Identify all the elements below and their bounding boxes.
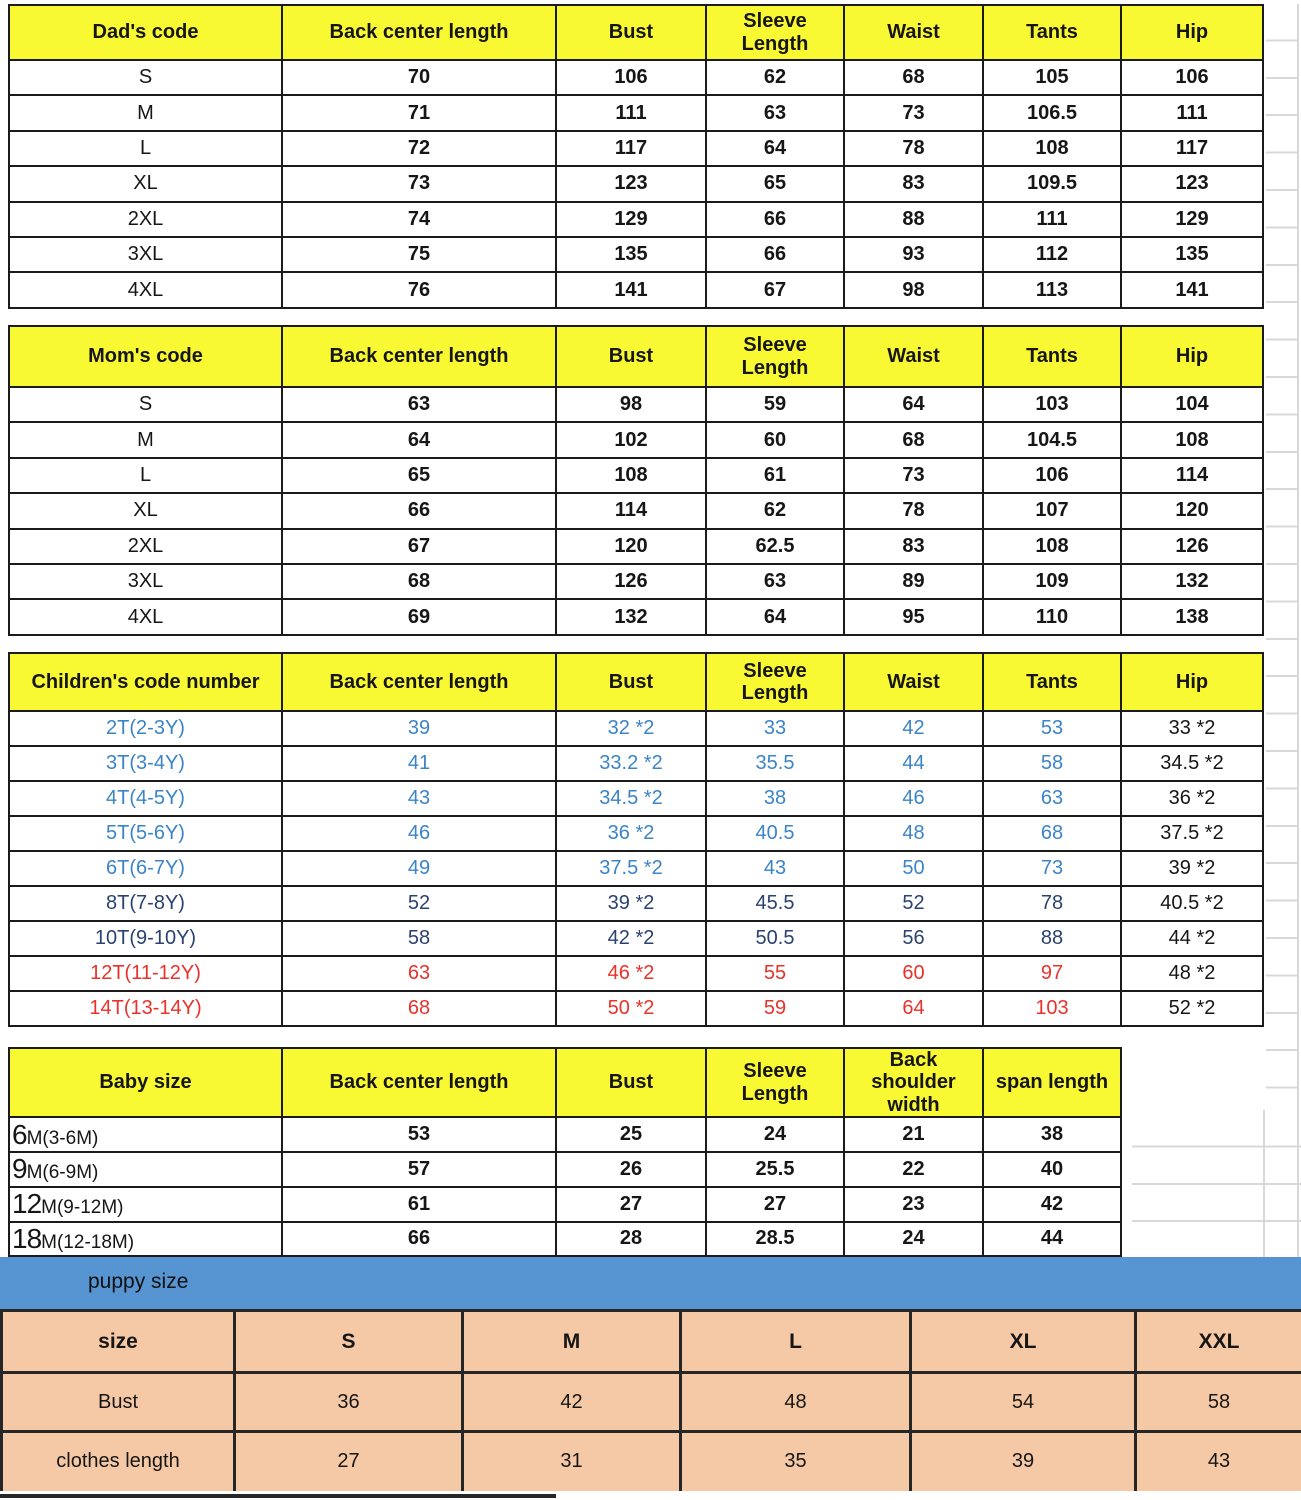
cell: 10T(9-10Y) (9, 921, 282, 956)
cell: 53 (282, 1117, 556, 1152)
table-row (9, 387, 1263, 422)
table-row (2, 1432, 1301, 1491)
baby-size-number: 18 (12, 1222, 42, 1254)
column-header: Bust (556, 326, 706, 387)
cell: 42 (983, 1187, 1121, 1222)
cell: 135 (1121, 237, 1263, 272)
moms-size-table (8, 325, 1264, 636)
column-header: Hip (1121, 653, 1263, 711)
table-row (9, 851, 1263, 886)
cell: 56 (844, 921, 983, 956)
cell: 64 (844, 991, 983, 1026)
cell: 66 (282, 1222, 556, 1257)
cell: 52 (844, 886, 983, 921)
table-row (9, 921, 1263, 956)
childrens-size-table (8, 652, 1264, 1027)
table-row (9, 95, 1263, 130)
cell: 48 (681, 1373, 911, 1432)
cell: 23 (844, 1187, 983, 1222)
column-header: Hip (1121, 5, 1263, 60)
column-header: Hip (1121, 326, 1263, 387)
cell: 58 (983, 746, 1121, 781)
cell: 40.5 (706, 816, 844, 851)
column-header: Mom's code (9, 326, 282, 387)
cell: 37.5 *2 (556, 851, 706, 886)
cell: 106 (983, 458, 1121, 493)
cell: 65 (706, 166, 844, 201)
baby-size-table (8, 1047, 1122, 1257)
cell: 98 (556, 387, 706, 422)
cell: 44 (844, 746, 983, 781)
cell: 22 (844, 1152, 983, 1187)
cell: 64 (706, 131, 844, 166)
cell: 46 (844, 781, 983, 816)
dads-size-table (8, 4, 1264, 309)
cell: 27 (556, 1187, 706, 1222)
cell: 73 (844, 95, 983, 130)
cell: 18M(12-18M) (9, 1222, 282, 1257)
table-row (9, 781, 1263, 816)
cell: 111 (556, 95, 706, 130)
column-header: S (235, 1311, 463, 1373)
cell: 62.5 (706, 529, 844, 564)
cell: 3XL (9, 564, 282, 599)
column-header: Waist (844, 326, 983, 387)
cell: 129 (1121, 202, 1263, 237)
column-header: Back center length (282, 1048, 556, 1117)
column-header: Bust (556, 5, 706, 60)
cell: M (9, 422, 282, 457)
cell: 6T(6-7Y) (9, 851, 282, 886)
cell: 114 (556, 493, 706, 528)
cell: 138 (1121, 599, 1263, 634)
table-row (9, 816, 1263, 851)
cell: 123 (556, 166, 706, 201)
table-row (9, 1187, 1121, 1222)
cell: 6M(3-6M) (9, 1117, 282, 1152)
cell: 132 (556, 599, 706, 634)
column-header: Sleeve Length (706, 653, 844, 711)
cell: 68 (282, 991, 556, 1026)
cell: 58 (282, 921, 556, 956)
baby-size-number: 12 (12, 1188, 42, 1220)
header-row (2, 1311, 1301, 1373)
cell: 59 (706, 991, 844, 1026)
cell: 33 (706, 711, 844, 746)
cell: 67 (706, 272, 844, 307)
column-header: Sleeve Length (706, 1048, 844, 1117)
cell: 39 (282, 711, 556, 746)
cell: 42 (844, 711, 983, 746)
cell: 8T(7-8Y) (9, 886, 282, 921)
cell: 36 (235, 1373, 463, 1432)
cell: 36 *2 (1121, 781, 1263, 816)
cell: 78 (844, 493, 983, 528)
table-row (9, 564, 1263, 599)
table-row (9, 956, 1263, 991)
cell: 129 (556, 202, 706, 237)
column-header: Dad's code (9, 5, 282, 60)
cell: 95 (844, 599, 983, 634)
header-row (9, 326, 1263, 387)
column-header: Tants (983, 653, 1121, 711)
cell: 135 (556, 237, 706, 272)
cell: 9M(6-9M) (9, 1152, 282, 1187)
table-row (9, 599, 1263, 634)
column-header: Back center length (282, 653, 556, 711)
cell: 41 (282, 746, 556, 781)
cell: 55 (706, 956, 844, 991)
column-header: Children's code number (9, 653, 282, 711)
cell: 45.5 (706, 886, 844, 921)
cell: 52 *2 (1121, 991, 1263, 1026)
cell: 66 (282, 493, 556, 528)
cell: 50 (844, 851, 983, 886)
cell: 28.5 (706, 1222, 844, 1257)
header-row (9, 653, 1263, 711)
cell: 26 (556, 1152, 706, 1187)
cell: 28 (556, 1222, 706, 1257)
cell: 104.5 (983, 422, 1121, 457)
cell: 106.5 (983, 95, 1121, 130)
cell: L (9, 131, 282, 166)
cell: 68 (844, 422, 983, 457)
cell: 103 (983, 991, 1121, 1026)
cell: 48 *2 (1121, 956, 1263, 991)
cell: 48 (844, 816, 983, 851)
cell: 44 *2 (1121, 921, 1263, 956)
cell: 73 (844, 458, 983, 493)
cell: 34.5 *2 (1121, 746, 1263, 781)
cell: 34.5 *2 (556, 781, 706, 816)
cell: 50.5 (706, 921, 844, 956)
puppy-size-table (0, 1309, 1301, 1491)
cell: 93 (844, 237, 983, 272)
cell: 110 (983, 599, 1121, 634)
column-header: Back center length (282, 5, 556, 60)
cell: 2XL (9, 529, 282, 564)
cell: 63 (706, 95, 844, 130)
table-row (9, 422, 1263, 457)
cell: 31 (463, 1432, 681, 1491)
table-row (9, 1117, 1121, 1152)
cell: 107 (983, 493, 1121, 528)
cell: 33.2 *2 (556, 746, 706, 781)
cell: 58 (1136, 1373, 1301, 1432)
cell: 74 (282, 202, 556, 237)
cell: 108 (983, 131, 1121, 166)
cell: 42 (463, 1373, 681, 1432)
cell: 35 (681, 1432, 911, 1491)
baby-size-number: 6 (12, 1118, 27, 1150)
cell: 21 (844, 1117, 983, 1152)
cell: 108 (556, 458, 706, 493)
cell: clothes length (2, 1432, 235, 1491)
cell: 63 (706, 564, 844, 599)
cell: 109.5 (983, 166, 1121, 201)
column-header: span length (983, 1048, 1121, 1117)
cell: 43 (706, 851, 844, 886)
cell: 27 (235, 1432, 463, 1491)
table-row (9, 60, 1263, 95)
cell: 106 (1121, 60, 1263, 95)
cell: 52 (282, 886, 556, 921)
cell: 65 (282, 458, 556, 493)
cell: 120 (556, 529, 706, 564)
cell: M (9, 95, 282, 130)
cell: 83 (844, 529, 983, 564)
column-header: Tants (983, 5, 1121, 60)
cell: 70 (282, 60, 556, 95)
column-header: M (463, 1311, 681, 1373)
cell: 36 *2 (556, 816, 706, 851)
cell: 111 (983, 202, 1121, 237)
puppy-size-banner-label: puppy size (88, 1270, 189, 1293)
column-header: Baby size (9, 1048, 282, 1117)
column-header: Tants (983, 326, 1121, 387)
table-row (9, 237, 1263, 272)
cell: 25.5 (706, 1152, 844, 1187)
spreadsheet-gridline-vertical (1263, 1110, 1265, 1257)
cell: 63 (282, 387, 556, 422)
cell: 106 (556, 60, 706, 95)
cell: 3T(3-4Y) (9, 746, 282, 781)
table-row (9, 131, 1263, 166)
cell: 97 (983, 956, 1121, 991)
cell: L (9, 458, 282, 493)
cell: 4XL (9, 272, 282, 307)
cell: 69 (282, 599, 556, 634)
column-header: L (681, 1311, 911, 1373)
column-header: Sleeve Length (706, 326, 844, 387)
cell: 24 (706, 1117, 844, 1152)
cell: 2T(2-3Y) (9, 711, 282, 746)
cell: 78 (983, 886, 1121, 921)
table-row (9, 886, 1263, 921)
cell: 24 (844, 1222, 983, 1257)
cell: 54 (911, 1373, 1136, 1432)
cell: 46 *2 (556, 956, 706, 991)
cell: 64 (282, 422, 556, 457)
cell: 62 (706, 60, 844, 95)
cell: 39 *2 (556, 886, 706, 921)
cell: 141 (1121, 272, 1263, 307)
cell: 126 (1121, 529, 1263, 564)
table-row (9, 711, 1263, 746)
cell: 4T(4-5Y) (9, 781, 282, 816)
cell: 57 (282, 1152, 556, 1187)
cell: 123 (1121, 166, 1263, 201)
cell: 35.5 (706, 746, 844, 781)
cell: 73 (282, 166, 556, 201)
column-header: XXL (1136, 1311, 1301, 1373)
cell: S (9, 60, 282, 95)
cell: 117 (556, 131, 706, 166)
cell: 49 (282, 851, 556, 886)
table-row (9, 166, 1263, 201)
cell: 68 (844, 60, 983, 95)
cell: 61 (706, 458, 844, 493)
cell: 64 (706, 599, 844, 634)
cell: 3XL (9, 237, 282, 272)
cell: Bust (2, 1373, 235, 1432)
cell: 40 (983, 1152, 1121, 1187)
cell: 25 (556, 1117, 706, 1152)
column-header: XL (911, 1311, 1136, 1373)
cell: 141 (556, 272, 706, 307)
cell: 66 (706, 237, 844, 272)
cell: 120 (1121, 493, 1263, 528)
column-header: Waist (844, 653, 983, 711)
cell: 44 (983, 1222, 1121, 1257)
cell: 50 *2 (556, 991, 706, 1026)
puppy-size-banner (0, 1257, 1301, 1309)
cell: 63 (983, 781, 1121, 816)
table-bottom-border (0, 1494, 556, 1498)
column-header: Waist (844, 5, 983, 60)
cell: 59 (706, 387, 844, 422)
cell: 126 (556, 564, 706, 599)
column-header: Bust (556, 1048, 706, 1117)
cell: 46 (282, 816, 556, 851)
table-row (9, 1222, 1121, 1257)
cell: 132 (1121, 564, 1263, 599)
cell: 60 (706, 422, 844, 457)
cell: 64 (844, 387, 983, 422)
cell: S (9, 387, 282, 422)
cell: 38 (706, 781, 844, 816)
cell: 109 (983, 564, 1121, 599)
cell: 38 (983, 1117, 1121, 1152)
cell: 60 (844, 956, 983, 991)
cell: 117 (1121, 131, 1263, 166)
table-row (9, 746, 1263, 781)
cell: 88 (844, 202, 983, 237)
cell: 68 (282, 564, 556, 599)
cell: 112 (983, 237, 1121, 272)
table-row (9, 1152, 1121, 1187)
cell: 39 *2 (1121, 851, 1263, 886)
cell: 39 (911, 1432, 1136, 1491)
cell: 62 (706, 493, 844, 528)
header-row (9, 1048, 1121, 1117)
cell: 104 (1121, 387, 1263, 422)
cell: 33 *2 (1121, 711, 1263, 746)
cell: 43 (1136, 1432, 1301, 1491)
cell: 89 (844, 564, 983, 599)
cell: 32 *2 (556, 711, 706, 746)
cell: 71 (282, 95, 556, 130)
cell: 83 (844, 166, 983, 201)
cell: 78 (844, 131, 983, 166)
spreadsheet-gridline-vertical (1297, 4, 1299, 1257)
cell: 73 (983, 851, 1121, 886)
cell: 14T(13-14Y) (9, 991, 282, 1026)
cell: 98 (844, 272, 983, 307)
column-header: Sleeve Length (706, 5, 844, 60)
cell: 40.5 *2 (1121, 886, 1263, 921)
cell: 105 (983, 60, 1121, 95)
cell: 5T(5-6Y) (9, 816, 282, 851)
cell: 53 (983, 711, 1121, 746)
cell: 108 (983, 529, 1121, 564)
table-row (9, 529, 1263, 564)
cell: 72 (282, 131, 556, 166)
column-header: Back shoulder width (844, 1048, 983, 1117)
cell: XL (9, 493, 282, 528)
cell: 12T(11-12Y) (9, 956, 282, 991)
cell: 114 (1121, 458, 1263, 493)
cell: 102 (556, 422, 706, 457)
cell: 103 (983, 387, 1121, 422)
cell: 88 (983, 921, 1121, 956)
cell: 12M(9-12M) (9, 1187, 282, 1222)
cell: 37.5 *2 (1121, 816, 1263, 851)
cell: 113 (983, 272, 1121, 307)
table-row (9, 272, 1263, 307)
cell: 66 (706, 202, 844, 237)
cell: 76 (282, 272, 556, 307)
table-row (9, 458, 1263, 493)
header-row (9, 5, 1263, 60)
cell: 4XL (9, 599, 282, 634)
cell: 63 (282, 956, 556, 991)
spreadsheet-gridlines-right (1266, 4, 1299, 1257)
cell: 108 (1121, 422, 1263, 457)
cell: 75 (282, 237, 556, 272)
cell: 111 (1121, 95, 1263, 130)
table-row (9, 991, 1263, 1026)
column-header: Back center length (282, 326, 556, 387)
table-row (9, 202, 1263, 237)
table-row (9, 493, 1263, 528)
baby-size-number: 9 (12, 1153, 27, 1185)
table-row (2, 1373, 1301, 1432)
cell: 42 *2 (556, 921, 706, 956)
cell: XL (9, 166, 282, 201)
cell: 27 (706, 1187, 844, 1222)
column-header: Bust (556, 653, 706, 711)
column-header: size (2, 1311, 235, 1373)
cell: 43 (282, 781, 556, 816)
cell: 2XL (9, 202, 282, 237)
cell: 61 (282, 1187, 556, 1222)
cell: 67 (282, 529, 556, 564)
spreadsheet-gridlines-baby-right (1132, 1110, 1301, 1257)
cell: 68 (983, 816, 1121, 851)
